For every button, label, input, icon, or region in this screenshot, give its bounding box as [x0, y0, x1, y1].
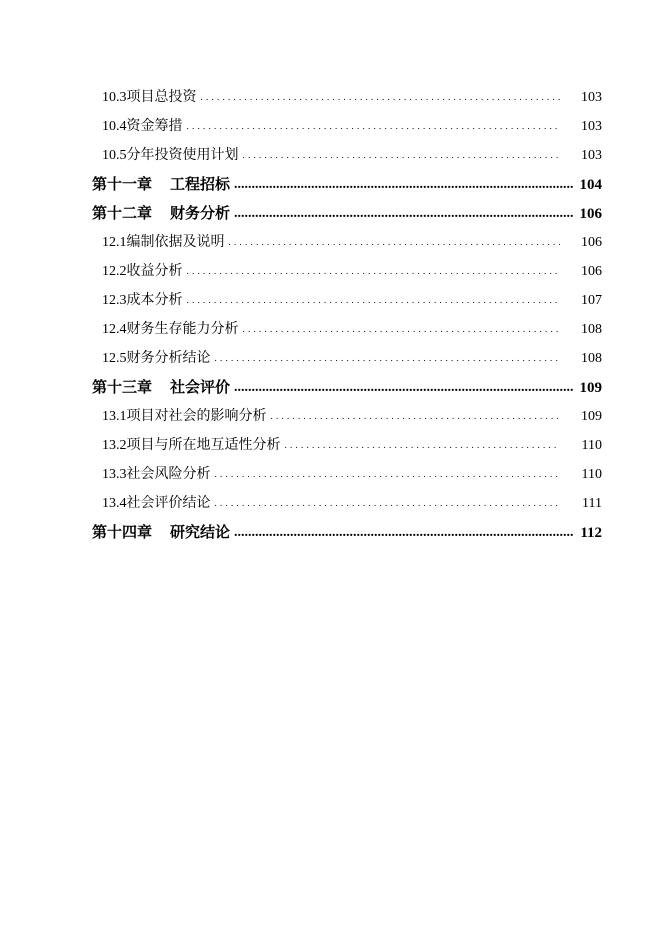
section-title: 成本分析	[126, 292, 183, 308]
section-title: 社会评价结论	[126, 495, 211, 511]
section-title: 分年投资使用计划	[126, 147, 239, 163]
section-number: 10.5	[102, 148, 127, 163]
section-number: 12.5	[102, 351, 127, 366]
page-number: 110	[581, 438, 602, 453]
dot-leader	[229, 228, 561, 257]
page-number: 109	[581, 409, 602, 424]
section-title: 资金筹措	[126, 118, 183, 134]
toc-entry-12-2[interactable]	[92, 257, 602, 286]
page-number: 106	[581, 235, 602, 250]
page-number: 108	[581, 351, 602, 366]
chapter-title: 社会评价	[170, 378, 231, 396]
page-number: 112	[580, 525, 602, 541]
section-title: 财务生存能力分析	[126, 321, 239, 337]
page-number: 108	[581, 322, 602, 337]
page-number: 103	[581, 90, 602, 105]
section-title: 收益分析	[126, 263, 183, 279]
dot-leader	[201, 83, 561, 112]
page-number: 107	[581, 293, 602, 308]
toc-chapter-12[interactable]	[92, 199, 602, 228]
dot-leader	[243, 141, 561, 170]
toc-entry-10-4[interactable]	[92, 112, 602, 141]
page-number: 103	[581, 148, 602, 163]
chapter-number: 第十二章	[92, 204, 153, 222]
dot-leader	[285, 431, 561, 460]
section-number: 13.2	[102, 438, 127, 453]
toc-entry-10-5[interactable]	[92, 141, 602, 170]
section-title: 社会风险分析	[126, 466, 211, 482]
dot-leader	[187, 112, 561, 141]
page-number: 110	[581, 467, 602, 482]
section-number: 12.3	[102, 293, 127, 308]
dot-leader	[234, 170, 574, 199]
chapter-title: 财务分析	[170, 204, 231, 222]
dot-leader	[187, 257, 561, 286]
dot-leader	[215, 489, 561, 518]
toc-entry-10-3[interactable]	[92, 83, 602, 112]
section-title: 编制依据及说明	[126, 234, 225, 250]
page-number: 109	[579, 380, 602, 396]
toc-entry-13-1[interactable]	[92, 402, 602, 431]
toc-chapter-11[interactable]	[92, 170, 602, 199]
page-number: 104	[579, 177, 602, 193]
table-of-contents	[92, 83, 602, 547]
chapter-number: 第十一章	[92, 175, 153, 193]
toc-chapter-13[interactable]	[92, 373, 602, 402]
chapter-title: 研究结论	[170, 523, 231, 541]
dot-leader	[215, 344, 561, 373]
toc-entry-13-2[interactable]	[92, 431, 602, 460]
toc-entry-12-1[interactable]	[92, 228, 602, 257]
page-number: 106	[579, 206, 602, 222]
toc-entry-12-3[interactable]	[92, 286, 602, 315]
section-title: 项目与所在地互适性分析	[126, 437, 281, 453]
chapter-number: 第十三章	[92, 378, 153, 396]
toc-entry-13-3[interactable]	[92, 460, 602, 489]
section-title: 财务分析结论	[126, 350, 211, 366]
chapter-title: 工程招标	[170, 175, 231, 193]
toc-entry-12-5[interactable]	[92, 344, 602, 373]
section-number: 12.2	[102, 264, 127, 279]
section-number: 12.4	[102, 322, 127, 337]
section-title: 项目总投资	[126, 89, 197, 105]
section-title: 项目对社会的影响分析	[126, 408, 267, 424]
page-number: 106	[581, 264, 602, 279]
section-number: 10.4	[102, 119, 127, 134]
page-number: 103	[581, 119, 602, 134]
toc-entry-12-4[interactable]	[92, 315, 602, 344]
dot-leader	[234, 199, 574, 228]
section-number: 12.1	[102, 235, 127, 250]
section-number: 13.4	[102, 496, 127, 511]
section-number: 13.1	[102, 409, 127, 424]
dot-leader	[234, 373, 574, 402]
dot-leader	[243, 315, 561, 344]
dot-leader	[187, 286, 561, 315]
toc-entry-13-4[interactable]	[92, 489, 602, 518]
dot-leader	[234, 518, 574, 547]
page-number: 111	[582, 496, 602, 511]
dot-leader	[271, 402, 561, 431]
section-number: 10.3	[102, 90, 127, 105]
toc-chapter-14[interactable]	[92, 518, 602, 547]
dot-leader	[215, 460, 561, 489]
section-number: 13.3	[102, 467, 127, 482]
chapter-number: 第十四章	[92, 523, 153, 541]
